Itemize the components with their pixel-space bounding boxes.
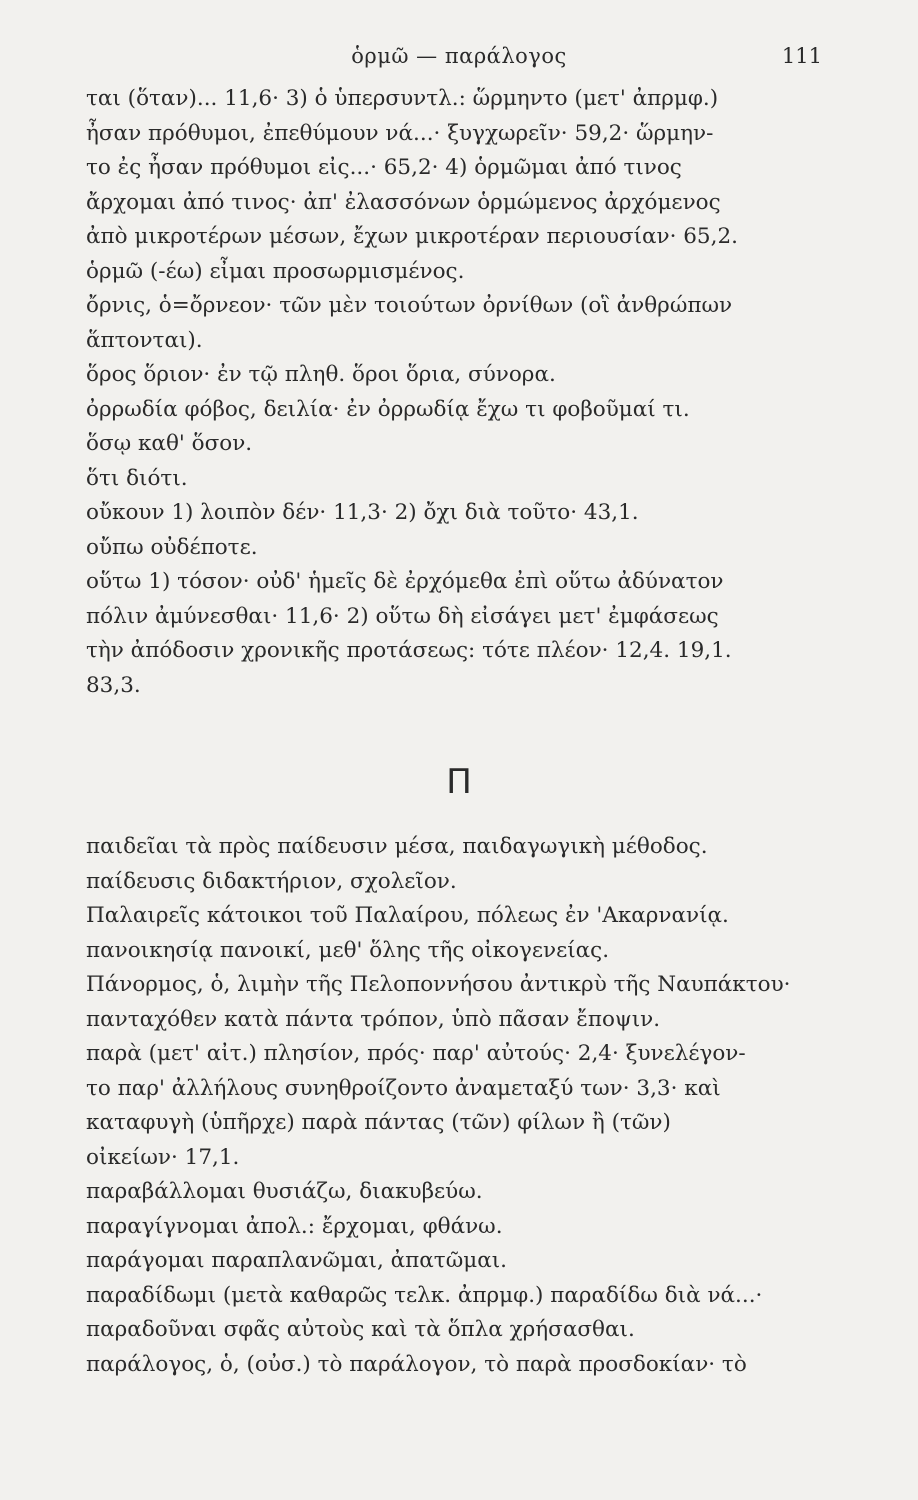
entry-line: οὔπω οὐδέποτε. xyxy=(86,534,258,560)
section-letter: Π xyxy=(446,762,472,802)
entry-line: Παλαιρεῖς κάτοικοι τοῦ Παλαίρου, πόλεως ἐν 'Ακαρνανίᾳ. xyxy=(86,903,729,928)
entry-line: οὕτω 1) τόσον· οὐδ' ἡμεῖς δὲ ἐρχόμεθα ἐπὶ οὕτω ἀδύνατον xyxy=(86,569,724,594)
entry-line: παράγομαι παραπλανῶμαι, ἀπατῶμαι. xyxy=(86,1248,507,1273)
entry-line: παραδοῦναι σφᾶς αὐτοὺς καὶ τὰ ὅπλα χρήσασθαι. xyxy=(86,1317,635,1342)
entry-line: ὅτι διότι. xyxy=(86,465,188,491)
entry-line: ἦσαν πρόθυμοι, ἐπεθύμουν νά...· ξυγχωρεῖν· 59,2· ὥρμην- xyxy=(86,120,714,146)
entry-line: παιδεῖαι τὰ πρὸς παίδευσιν μέσα, παιδαγωγικὴ μέθοδος. xyxy=(86,834,708,859)
entry-line: πανταχόθεν κατὰ πάντα τρόπον, ὑπὸ πᾶσαν ἔποψιν. xyxy=(86,1006,661,1032)
entry-line: ται (ὅταν)... 11,6· 3) ὁ ὑπερσυντλ.: ὥρμηντο (μετ' ἀπρμφ.) xyxy=(86,86,719,111)
entry-line: παίδευσις διδακτήριον, σχολεῖον. xyxy=(86,868,457,894)
entry-line: οὔκουν 1) λοιπὸν δέν· 11,3· 2) ὄχι διὰ τοῦτο· 43,1. xyxy=(86,500,639,525)
entries-top xyxy=(86,82,820,703)
entry-line: το ἐς ἦσαν πρόθυμοι εἰς...· 65,2· 4) ὁρμῶμαι ἀπό τινος xyxy=(86,155,682,180)
entry-line: παράλογος, ὁ, (οὐσ.) τὸ παράλογον, τὸ παρὰ προσδοκίαν· τὸ xyxy=(86,1351,747,1377)
entry-line: οἰκείων· 17,1. xyxy=(86,1144,240,1170)
entry-line: τὴν ἀπόδοσιν χρονικῆς προτάσεως: τότε πλέον· 12,4. 19,1. xyxy=(86,638,732,663)
entry-line: παραγίγνομαι ἀπολ.: ἔρχομαι, φθάνω. xyxy=(86,1213,503,1239)
entry-line: 83,3. xyxy=(86,672,141,698)
entry-line: ἅπτονται). xyxy=(86,327,203,353)
entry-line: καταφυγὴ (ὑπῆρχε) παρὰ πάντας (τῶν) φίλων ἢ (τῶν) xyxy=(86,1110,671,1135)
running-head: ὁρμῶ — παράλογος xyxy=(351,44,567,68)
page-header xyxy=(0,44,918,74)
entry-line: Πάνορμος, ὁ, λιμὴν τῆς Πελοποννήσου ἀντικρὺ τῆς Ναυπάκτου· xyxy=(86,972,791,997)
entry-line: ἀπὸ μικροτέρων μέσων, ἔχων μικροτέραν περιουσίαν· 65,2. xyxy=(86,224,738,249)
entries-bottom xyxy=(86,830,820,1382)
entry-line: το παρ' ἀλλήλους συνηθροίζοντο ἀναμεταξύ των· 3,3· καὶ xyxy=(86,1075,721,1101)
entry-line: ἄρχομαι ἀπό τινος· ἀπ' ἐλασσόνων ὁρμώμενος ἀρχόμενος xyxy=(86,189,721,215)
entry-line: ὅσῳ καθ' ὅσον. xyxy=(86,431,253,456)
page-number: 111 xyxy=(781,44,822,68)
entry-line: ὀρρωδία φόβος, δειλία· ἐν ὀρρωδίᾳ ἔχω τι φοβοῦμαί τι. xyxy=(86,396,690,422)
entry-line: ὄρνις, ὁ=ὄρνεον· τῶν μὲν τοιούτων ὀρνίθων (οἳ ἀνθρώπων xyxy=(86,293,733,318)
entry-line: ὁρμῶ (-έω) εἶμαι προσωρμισμένος. xyxy=(86,258,465,284)
entry-line: παραδίδωμι (μετὰ καθαρῶς τελκ. ἀπρμφ.) παραδίδω διὰ νά...· xyxy=(86,1282,763,1308)
entry-line: πανοικησίᾳ πανοικί, μεθ' ὅλης τῆς οἰκογενείας. xyxy=(86,937,610,963)
entry-line: παραβάλλομαι θυσιάζω, διακυβεύω. xyxy=(86,1179,483,1204)
entry-line: παρὰ (μετ' αἰτ.) πλησίον, πρός· παρ' αὐτούς· 2,4· ξυνελέγον- xyxy=(86,1041,746,1066)
entry-line: πόλιν ἀμύνεσθαι· 11,6· 2) οὕτω δὴ εἰσάγει μετ' ἐμφάσεως xyxy=(86,603,719,629)
entry-line: ὅρος ὅριον· ἐν τῷ πληθ. ὅροι ὅρια, σύνορα. xyxy=(86,362,556,387)
